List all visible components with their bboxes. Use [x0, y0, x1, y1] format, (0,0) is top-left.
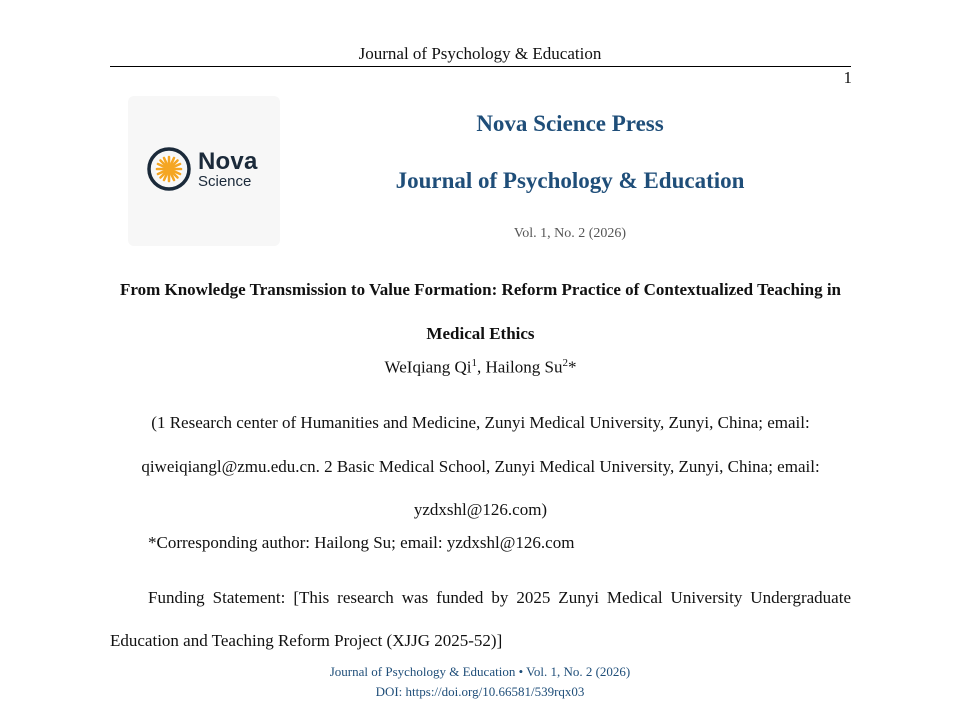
header-rule	[110, 66, 851, 67]
nova-star-icon	[146, 146, 192, 192]
author-separator: ,	[476, 357, 486, 377]
affiliations: (1 Research center of Humanities and Medicine, Zunyi Medical University, Zunyi, China; email: qiweiqiangl@zmu.edu.cn. 2 Basic Medical School, Zunyi Medical University, Zunyi, China; email: yzdxshl@126.com)	[141, 413, 820, 519]
funding-statement: Funding Statement: [This research was funded by 2025 Zunyi Medical University Undergraduate Education and Teaching Reform Project (XJJG 2025-52)]	[110, 588, 851, 650]
author-affiliation-mark: 1	[471, 357, 477, 369]
page-number: 1	[843, 68, 852, 87]
logo-wordmark-science: Science	[198, 173, 252, 190]
footer-citation: Journal of Psychology & Education • Vol. 1, No. 2 (2026)	[329, 664, 631, 679]
volume-issue: Vol. 1, No. 2 (2026)	[513, 226, 627, 241]
corresponding-author: *Corresponding author: Hailong Su; email: yzdxshl@126.com	[148, 533, 575, 552]
nova-science-logo	[128, 96, 280, 246]
paper-title: From Knowledge Transmission to Value Formation: Reform Practice of Contextualized Teaching in Medical Ethics	[119, 280, 842, 343]
author-affiliation-mark: 2	[562, 357, 568, 369]
footer-doi[interactable]: DOI: https://doi.org/10.66581/539rqx03	[375, 684, 585, 699]
author-name: WeIqiang Qi	[384, 357, 472, 377]
journal-title: Journal of Psychology & Education	[395, 168, 745, 193]
author-list	[110, 357, 851, 378]
author-name: Hailong Su	[485, 357, 563, 377]
running-header: Journal of Psychology & Education	[358, 44, 602, 63]
corresponding-mark: *	[567, 357, 577, 377]
logo-wordmark-nova: Nova	[198, 148, 258, 175]
publisher-name: Nova Science Press	[476, 111, 664, 136]
